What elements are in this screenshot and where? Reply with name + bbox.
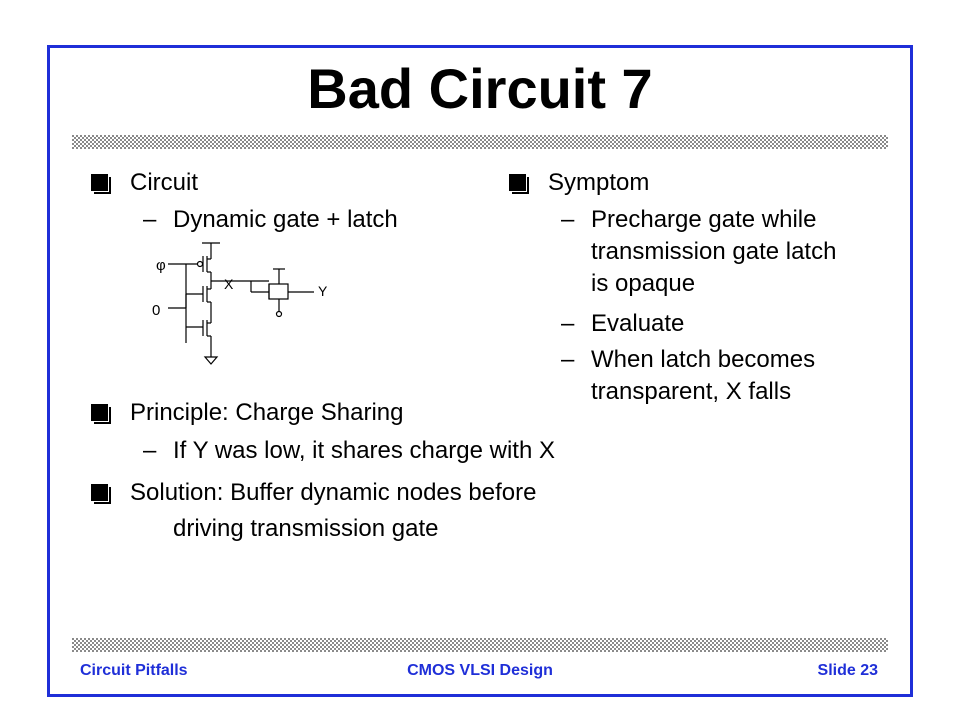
bullet-text: Principle: Charge Sharing — [130, 399, 404, 426]
phi-label: φ — [156, 257, 166, 274]
sub-bullet-line: Evaluate — [591, 310, 685, 337]
bullet-square-icon — [91, 174, 108, 191]
footer-left: Circuit Pitfalls — [80, 662, 188, 679]
dash-marker: – — [143, 206, 157, 233]
sub-bullet-line: transparent, X falls — [591, 378, 792, 405]
title-divider — [72, 135, 888, 149]
bullet-text: driving transmission gate — [173, 515, 439, 542]
sub-bullet-line: When latch becomes — [591, 346, 816, 373]
dash-marker: – — [561, 346, 575, 373]
bullet-text: Circuit — [130, 169, 199, 196]
footer-center: CMOS VLSI Design — [407, 662, 553, 679]
dash-marker: – — [561, 206, 575, 233]
bullet-square-icon — [91, 404, 108, 421]
dynamic-gate-latch-schematic — [140, 235, 360, 375]
bullet-text: Solution: Buffer dynamic nodes before — [130, 479, 537, 506]
sub-bullet-text: If Y was low, it shares charge with X — [173, 437, 555, 464]
bullet-square-icon — [509, 174, 526, 191]
footer-divider — [72, 638, 888, 652]
zero-label: 0 — [152, 302, 161, 319]
sub-bullet-line: transmission gate latch — [591, 238, 837, 265]
bullet-square-icon — [91, 484, 108, 501]
y-node-label: Y — [318, 283, 328, 299]
x-node-label: X — [224, 276, 234, 292]
sub-bullet-text: Dynamic gate + latch — [173, 206, 398, 233]
dash-marker: – — [561, 310, 575, 337]
sub-bullet-line: is opaque — [591, 270, 696, 297]
footer-right: Slide 23 — [817, 662, 878, 679]
sub-bullet-line: Precharge gate while — [591, 206, 817, 233]
bullet-text: Symptom — [548, 169, 650, 196]
slide-title: Bad Circuit 7 — [307, 57, 653, 120]
dash-marker: – — [143, 437, 157, 464]
